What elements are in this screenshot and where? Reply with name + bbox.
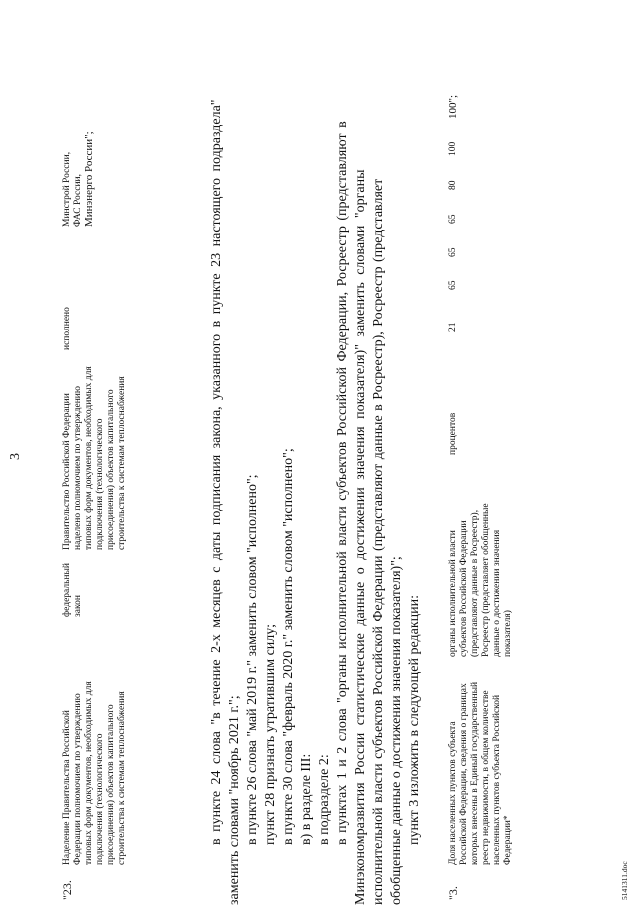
- para-8: пункт 3 изложить в следующей редакции:: [407, 595, 422, 845]
- row3-value: 65: [448, 247, 458, 257]
- para-4: в пункте 30 слова "февраль 2020 г." заменить словом "исполнено";: [281, 448, 296, 845]
- row3-value: 65: [448, 280, 458, 290]
- row3-number: "3.: [446, 886, 460, 900]
- para-7d: обобщенные данные о достижении значения показателя)";: [389, 556, 404, 905]
- page-number: 3: [8, 453, 23, 460]
- row23-responsible: [62, 87, 95, 227]
- row23-resp-1: Минстрой России,: [62, 151, 72, 227]
- row23-status: исполнено: [62, 307, 72, 350]
- row3-value: 100: [448, 141, 458, 156]
- row3-value: 65: [448, 214, 458, 224]
- row3-value: 80: [448, 180, 458, 190]
- row23-number: "23.: [60, 880, 74, 900]
- para-7b: Минэкономразвития России статистические данные о достижении значения показателя)" заменить словами "органы: [353, 169, 368, 905]
- para-7c: исполнительной власти субъектов Российской Федерации (представляют данные в Росреестр), Росреестр (представляет: [371, 178, 386, 905]
- para-6: в подразделе 2:: [317, 754, 332, 845]
- row3-responsible: органы исполнительной власти субъектов Российской Федерации (представляют данные в Росреестр), Росреестр (представляет обобщенные данные о достижении значения показателя): [448, 503, 513, 657]
- para-2: в пункте 26 слова "май 2019 г." заменить словом "исполнено";: [245, 474, 260, 845]
- row23-resp-2: ФАС России,: [73, 173, 83, 227]
- row3-value: 21: [448, 322, 458, 332]
- para-7a: в пунктах 1 и 2 слова "органы исполнительной власти субъектов Российской Федерации, Росреестр (представляют в: [335, 121, 350, 845]
- row3-name: Доля населенных пунктов субъекта Российской Федерации, сведения о границах которых внесены в Единый государственный реестр недвижимости, в общем количестве населенных пунктов субъекта Российской Федерации*: [448, 681, 513, 865]
- row23-result: Правительство Российской Федерации наделено полномочием по утверждению типовых форм документов, необходимых для подключения (технологического присоединения) объектов капитального строительства к системам теплоснабжения: [62, 366, 127, 550]
- row23-type: федеральный закон: [62, 563, 83, 617]
- para-1a: в пункте 24 слова "в течение 2-х месяцев с даты подписания закона, указанного в пункте 23 настоящего подраздела": [209, 99, 224, 845]
- row23-name: Наделение Правительства Российской Федерации полномочием по утверждению типовых форм документов, необходимых для подключения (технологического присоединения) объектов капитального строительства к системам теплоснабжения: [62, 681, 127, 865]
- footer-doc-id: 5141311.doc: [620, 861, 629, 900]
- row3-value: 100";: [447, 94, 459, 119]
- para-1b: заменить словами "ноябрь 2021 г.";: [227, 695, 242, 905]
- para-3: пункт 28 признать утратившим силу;: [263, 624, 278, 845]
- row23-resp-3: Минэнерго России";: [83, 131, 95, 227]
- para-5: в) в разделе III:: [299, 753, 314, 845]
- row3-unit: процентов: [448, 412, 458, 455]
